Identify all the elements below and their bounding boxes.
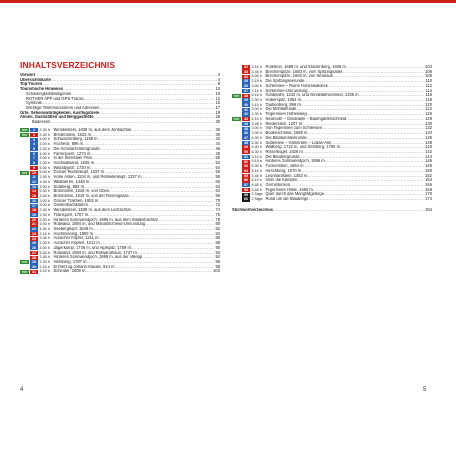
tour-duration: 3.30 h: [39, 217, 50, 222]
tour-name: Schwarzenberg, 1188 m: [53, 137, 98, 142]
tour-page: 142: [425, 149, 432, 154]
tour-duration: 5.30 h: [39, 250, 50, 255]
tour-entry[interactable]: [232, 197, 432, 202]
tour-page: 122: [425, 107, 432, 112]
tour-number-badge: 45: [244, 126, 248, 131]
tour-name: Breitenstein, 1622 m: [53, 132, 92, 137]
tour-page: 114: [425, 88, 432, 93]
toc-entry-page: 10: [215, 87, 220, 92]
toc-index-label: Stichwortverzeichnis: [232, 207, 273, 212]
tour-number-badge: 57: [244, 183, 248, 188]
tour-name: Farrenpoint, 1273 m: [53, 151, 91, 156]
toc-entry-page: 12: [215, 96, 220, 101]
toc-entry-page: 3: [217, 73, 220, 77]
tour-page: 150: [425, 168, 432, 173]
tour-duration: 3.00 h: [251, 131, 262, 136]
tour-name: Neureuth – Gindelalm – Baumgartenschneid: [265, 116, 347, 121]
top-tour-badge: [232, 197, 241, 201]
page-number-left: 4: [20, 387, 24, 393]
tour-number-badge: 56: [244, 178, 248, 183]
tour-number-badge: 1: [30, 128, 38, 132]
tour-name: Rotwand, 1884 m, und Maroldschneid-Umrundung: [53, 222, 146, 227]
tour-duration: 3.00 h: [39, 184, 50, 189]
tour-duration: 4.15 h: [251, 116, 262, 121]
tour-duration: 3.00 h: [39, 198, 50, 203]
tour-duration: 3.00 h: [39, 142, 50, 147]
toc-entry-label: Vorwort: [20, 73, 36, 77]
tour-duration: 2.30 h: [39, 189, 50, 194]
tour-page: 50: [215, 156, 220, 161]
tour-duration: 3.30 h: [251, 140, 262, 145]
tour-duration: 3.45 h: [251, 121, 262, 126]
toc-entry[interactable]: [20, 120, 220, 125]
tour-name: Quer durch das Mangfallgebirge: [265, 192, 324, 197]
tour-duration: 5.00 h: [39, 165, 50, 170]
tour-page: 98: [215, 264, 220, 269]
tour-name: Fockenstein, 1564 m: [265, 164, 304, 169]
tour-page: 112: [425, 83, 432, 88]
tour-page: 152: [425, 173, 432, 178]
tour-duration: 5.00 h: [39, 170, 50, 175]
tour-page: 94: [215, 255, 220, 260]
tour-name: Hirschberg, 1670 m: [265, 168, 302, 173]
tour-name: Tegernseer Höhenweg: [265, 112, 307, 117]
top-tour-badge: TOP: [21, 269, 28, 274]
toc-entry-label: Top-Touren: [20, 82, 43, 87]
tour-number-badge: 54: [244, 169, 248, 174]
tour-name: Großer Traithen, 1852 m: [53, 198, 99, 203]
tour-name: Schliersee – Ruine Hohenwaldeck: [265, 83, 328, 88]
tour-number-badge: 29: [32, 260, 36, 265]
tour-name: Die Blankensteinrunde: [265, 135, 307, 140]
tour-page: 168: [425, 187, 432, 192]
tour-number-badge: 43: [244, 117, 248, 122]
tour-duration: 3.30 h: [39, 132, 50, 137]
tour-name: Brecherspitze, 1683 m, von Neuhaus: [265, 74, 333, 79]
tour-duration: 3.15 h: [251, 159, 262, 164]
toc-tour-list-continued: [232, 65, 432, 202]
tour-page: 154: [425, 178, 432, 183]
top-tour-badge: TOP: [233, 117, 240, 122]
tour-page: 82: [215, 227, 220, 231]
tour-page: 146: [425, 159, 432, 164]
tour-name: Hinteres Sonnwendjoch, 1986 m: [265, 159, 325, 164]
tour-number-badge: 44: [244, 121, 248, 126]
tour-name: Hocheck, 896 m: [53, 142, 84, 147]
toc-entry-page: 28: [215, 115, 220, 120]
tour-page: 108: [425, 74, 432, 79]
toc-entry-label: Orte, Sehenswürdigkeiten, Ausflugsziele: [20, 110, 100, 115]
tour-page: 86: [215, 236, 220, 241]
tour-name: In die Sterntaler Filze: [53, 156, 93, 161]
tour-name: Suttensee – Hafneralm – Lukas-Alm: [265, 140, 332, 145]
tour-duration: 4.00 h: [251, 135, 262, 140]
top-tour-badge: TOP: [21, 170, 28, 175]
tour-page: 106: [425, 69, 432, 74]
tour-number-badge: 34: [244, 74, 248, 79]
tour-name: Gießenbachklamm: [53, 203, 88, 208]
leader-dots: [50, 120, 214, 125]
tour-name: Bodenschneid, 1669 m: [265, 131, 308, 136]
page-number-right: 5: [423, 387, 427, 393]
tour-name: Rund um die Blauberge: [265, 197, 309, 202]
tour-number-badge: 35: [244, 79, 248, 84]
tour-duration: 3.45 h: [251, 69, 262, 74]
toc-entry-label: Badeseen: [32, 120, 51, 125]
tour-number-badge: 7: [30, 156, 38, 160]
tour-page: 72: [215, 203, 220, 208]
toc-entry-label: Übersichtskarte: [20, 77, 51, 82]
tour-number-badge: 25: [32, 241, 36, 246]
tour-number-badge: 48: [244, 140, 248, 145]
tour-page: 92: [215, 250, 220, 255]
tour-duration: 3.00 h: [39, 156, 50, 161]
tour-page: 90: [215, 245, 220, 250]
tour-duration: 2 Tage: [251, 197, 263, 202]
tour-number-badge: 27: [32, 250, 36, 255]
tour-number-badge: 2: [30, 133, 38, 137]
tour-number-badge: 18: [32, 208, 36, 213]
tour-number-badge: 9: [30, 166, 38, 170]
toc-entry-page: 8: [217, 82, 220, 87]
tour-duration: 2.30 h: [39, 160, 50, 165]
tour-duration: 3.00 h: [251, 83, 262, 88]
tour-page: 138: [425, 140, 432, 145]
toc-tour-list: [20, 128, 220, 274]
toc-entry-page: 4: [217, 77, 220, 82]
tour-name: Risserkogel, 1826 m: [265, 149, 303, 154]
tour-duration: 2.30 h: [39, 241, 50, 246]
tour-name: Erzherzog-Johann-Klause, 814 m: [53, 264, 115, 269]
tour-page: 110: [425, 79, 432, 84]
top-tour-badge: TOP: [21, 260, 28, 265]
tour-name: Die Spitzingseerunde: [265, 79, 305, 84]
tour-duration: 6.30 h: [251, 149, 262, 154]
tour-duration: 3.00 h: [251, 126, 262, 131]
tour-number-badge: 6: [30, 152, 38, 156]
tour-number-badge: 12: [32, 180, 36, 185]
toc-entry-page: 30: [215, 120, 220, 125]
tour-page: 36: [215, 127, 220, 132]
tour-page: 129: [425, 116, 432, 121]
tour-name: Großer Riesenkopf, 1337 m: [53, 170, 105, 175]
tour-page: 102: [213, 269, 220, 274]
tour-name: Die Blaubergrunde: [265, 154, 300, 159]
tour-page: 130: [425, 121, 432, 126]
tour-number-badge: 31: [32, 269, 36, 274]
tour-duration: 3.00 h: [39, 203, 50, 208]
tour-name: Hochsalwand, 1625 m: [53, 160, 95, 165]
tour-name: Wendelstein, 1838 m, aus dem Leitzachtal: [53, 208, 131, 213]
tour-page: 132: [425, 126, 432, 131]
tour-duration: 5.15 h: [251, 168, 262, 173]
tour-name: Die Mühltalrunde: [265, 107, 297, 112]
tour-number-badge: 60: [244, 197, 248, 202]
tour-name: Gernstrecken: [265, 182, 291, 187]
tour-duration: 3.15 h: [251, 65, 262, 69]
tour-number-badge: 47: [244, 135, 248, 140]
tour-number-badge: 39: [244, 98, 248, 103]
tour-page: 170: [425, 192, 432, 197]
tour-duration: 2.15 h: [251, 79, 262, 84]
tour-page: 174: [425, 197, 432, 202]
tour-duration: 4.45 h: [39, 179, 50, 184]
top-tour-badge: TOP: [233, 93, 240, 98]
tour-duration: 4.00 h: [39, 151, 50, 156]
tour-number-badge: 37: [244, 88, 248, 93]
tour-name: Nußlberg, 882 m: [53, 184, 84, 189]
tour-number-badge: 40: [244, 102, 248, 107]
toc-title: INHALTSVERZEICHNIS: [20, 60, 116, 70]
tour-duration: 2.30 h: [251, 98, 262, 103]
tour-name: Trainsjoch, 1707 m: [53, 212, 89, 217]
top-tour-badge: TOP: [21, 128, 28, 133]
tour-number-badge: 59: [244, 192, 248, 197]
tour-page: 148: [425, 164, 432, 169]
tour-page: 40: [215, 132, 220, 137]
tour-page: 54: [215, 165, 220, 170]
tour-page: 70: [215, 198, 220, 203]
tour-number-badge: 42: [244, 112, 248, 117]
tour-name: Veitsberg, 1787 m: [53, 260, 87, 265]
tour-name: Rotwand, 1884 m, und Rotwandhaus, 1737 m: [53, 250, 137, 255]
tour-number-badge: 46: [244, 131, 248, 136]
tour-name: Hohe Asten, 1104 m, und Rehleitenkopf, 1337 m: [53, 175, 142, 180]
tour-duration: 3.00 h: [251, 107, 262, 112]
tour-number-badge: 21: [32, 222, 36, 227]
tour-number-badge: 41: [244, 107, 248, 112]
top-rule: [0, 0, 456, 3]
tour-entry[interactable]: [20, 269, 220, 274]
tour-duration: 4.30 h: [39, 227, 50, 231]
toc-entry-page: 17: [215, 106, 220, 111]
tour-duration: 3.15 h: [251, 102, 262, 107]
tour-page: 144: [425, 154, 432, 159]
tour-page: 126: [425, 112, 432, 117]
tour-name: Hochmiesing, 1883 m: [53, 231, 94, 236]
leader-dots: [273, 208, 424, 213]
leader-dots: [309, 197, 425, 202]
tour-name: Brünnstein, 1619 m, von Oben: [53, 189, 110, 194]
tour-name: Taubenberg, 896 m: [265, 102, 301, 107]
tour-number-badge: 22: [32, 227, 36, 232]
tour-number-badge: 58: [244, 187, 248, 192]
tour-number-badge: 36: [244, 84, 248, 89]
tour-duration: 4.45 h: [251, 182, 262, 187]
tour-duration: 3.00 h: [39, 193, 50, 198]
tour-number-badge: 23: [32, 231, 36, 236]
tour-number-badge: 32: [244, 65, 248, 70]
tour-name: Jägerkamp, 1746 m, und Aiplspitz, 1759 m: [53, 245, 131, 250]
tour-name: Über die Kampen: [265, 178, 298, 183]
tour-number-badge: 49: [244, 145, 248, 150]
tour-duration: 2.30 h: [39, 212, 50, 217]
tour-duration: 3 Tage: [251, 192, 263, 197]
tour-name: Wildbarren, 1448 m: [53, 179, 90, 184]
tour-name: Wildalpjoch, 1720 m: [53, 165, 91, 170]
tour-name: Die Schwarzenbergrunde: [53, 146, 100, 151]
tour-page: 76: [215, 212, 220, 217]
tour-number-badge: 19: [32, 213, 36, 218]
toc-entry-page: 15: [215, 101, 220, 106]
tour-duration: 3.45 h: [39, 236, 50, 241]
tour-number-badge: 20: [32, 217, 36, 222]
tour-duration: 3.45 h: [251, 187, 262, 192]
tour-duration: 2.30 h: [39, 146, 50, 151]
tour-duration: 2.15 h: [251, 88, 262, 93]
tour-number-badge: 55: [244, 173, 248, 178]
tour-number-badge: 30: [32, 264, 36, 269]
tour-duration: 5.15 h: [251, 93, 262, 98]
tour-duration: 4.00 h: [251, 145, 262, 150]
tour-name: Brecherspitze, 1683 m, vom Spitzingsattel: [265, 69, 342, 74]
tour-number-badge: 11: [30, 175, 38, 179]
tour-name: Riederstein, 1207 m: [265, 121, 303, 126]
tour-name: Schliersee-Umrundung: [265, 88, 308, 93]
tour-name: Hinteres Sonnwendjoch, 1986 m, aus der Valepp: [53, 255, 143, 260]
tour-number-badge: 4: [30, 142, 38, 146]
tour-page: 42: [215, 137, 220, 142]
tour-page: 140: [425, 145, 432, 150]
tour-number-badge: 5: [30, 147, 38, 151]
tour-name: Wallberg, 1722 m, und Setzberg, 1706 m: [265, 145, 340, 150]
tour-number-badge: 24: [32, 236, 36, 241]
tour-page: 136: [425, 135, 432, 140]
toc-entry-label: Symbole: [26, 101, 42, 106]
tour-duration: 5.00 h: [39, 222, 50, 227]
tour-name: Tegernseer Hütte, 1650 m: [265, 187, 313, 192]
toc-entry-label: Wichtige Telefonnummern und Adressen: [26, 106, 100, 111]
tour-page: 60: [215, 179, 220, 184]
toc-entry-page: 10: [215, 91, 220, 96]
tour-name: Brünnstein, 1619 m, von der Rosengasse: [53, 193, 129, 198]
tour-name: Wendelstein, 1838 m, aus dem Jenbachtal: [53, 127, 131, 132]
tour-number-badge: 14: [32, 189, 36, 194]
tour-page: 66: [215, 193, 220, 198]
tour-duration: 2.30 h: [39, 127, 50, 132]
tour-name: Auracher Köpfel, 1211 m: [53, 236, 99, 241]
tour-page: 134: [425, 131, 432, 136]
tour-number-badge: 38: [244, 93, 248, 98]
tour-duration: 3.45 h: [251, 173, 262, 178]
toc-entry-label: Almen, Gaststätten und Berggasthöfe: [20, 115, 94, 120]
tour-page: 44: [215, 142, 220, 147]
left-page: [20, 60, 220, 274]
tour-page: 78: [215, 217, 220, 222]
tour-name: Huberspitz, 1052 m: [265, 98, 301, 103]
tour-name: Gindelalm, 1242 m, und Gindelalmschneid, 1335 m: [265, 93, 359, 98]
tour-page: 166: [425, 182, 432, 187]
tour-duration: 3.00 h: [39, 245, 50, 250]
tour-page: 84: [215, 231, 220, 236]
tour-page: 46: [215, 146, 220, 151]
tour-page: 58: [215, 175, 220, 180]
toc-entry-page: 18: [215, 110, 220, 115]
tour-number-badge: 3: [30, 138, 38, 142]
top-tour-badge: TOP: [21, 132, 28, 137]
tour-number-badge: 52: [244, 159, 248, 164]
tour-number-badge: 13: [32, 184, 36, 189]
tour-duration: 3.30 h: [39, 175, 50, 180]
tour-page: 96: [215, 260, 220, 265]
tour-duration: 2.30 h: [39, 208, 50, 213]
tour-page: 104: [425, 65, 432, 69]
right-page: [232, 65, 432, 213]
tour-page: 116: [425, 93, 432, 98]
tour-name: Hinteres Sonnwendjoch, 1986 m, aus dem Stallenbachtal: [53, 217, 158, 222]
tour-number-badge: 28: [32, 255, 36, 260]
toc-entry-label: Schwierigkeitskategorien: [26, 91, 72, 96]
tour-page: 64: [215, 189, 220, 194]
tour-name: Von Tegernsee zum Schliersee: [265, 126, 322, 131]
tour-page: 62: [215, 184, 220, 189]
tour-number-badge: 8: [30, 161, 38, 165]
toc-index-entry[interactable]: [232, 208, 432, 213]
tour-duration: 4.00 h: [251, 74, 262, 79]
tour-duration: 3.15 h: [39, 231, 50, 236]
tour-name: Roßstein, 1698 m, und Stolzenberg, 1609 m: [265, 65, 346, 69]
toc-entry-label: ROTHER APP und GPS-Tracks: [26, 96, 84, 101]
tour-number-badge: 26: [32, 246, 36, 251]
tour-duration: 2.15 h: [39, 264, 50, 269]
tour-page: 118: [425, 98, 432, 103]
tour-page: 120: [425, 102, 432, 107]
tour-duration: 4.15 h: [251, 178, 262, 183]
tour-number-badge: 51: [244, 154, 248, 159]
tour-number-badge: 33: [244, 69, 248, 74]
tour-duration: 2.30 h: [39, 260, 50, 265]
tour-name: Leonhardstein, 1452 m: [265, 173, 308, 178]
leader-dots: [85, 269, 212, 274]
tour-number-badge: 17: [32, 203, 36, 208]
toc-general-entries: [20, 73, 220, 125]
tour-duration: 3.15 h: [251, 154, 262, 159]
tour-duration: 4.15 h: [39, 269, 50, 274]
tour-name: Seebergkopf, 1538 m: [53, 227, 93, 231]
tour-page: 80: [215, 222, 220, 227]
tour-page: 48: [215, 151, 220, 156]
tour-number-badge: 50: [244, 150, 248, 155]
tour-page: 74: [215, 208, 220, 213]
tour-duration: 4.00 h: [39, 137, 50, 142]
tour-page: 88: [215, 241, 220, 246]
toc-entry-label: Touristische Hinweise: [20, 87, 63, 92]
tour-page: 52: [215, 160, 220, 165]
tour-page: 56: [215, 170, 220, 175]
tour-duration: 3.45 h: [39, 255, 50, 260]
tour-number-badge: 15: [32, 194, 36, 199]
tour-name: Schinder, 1808 m: [53, 269, 86, 274]
tour-number-badge: 53: [244, 164, 248, 169]
tour-number-badge: 16: [32, 198, 36, 203]
tour-name: Auracher Köpferl, 1211 m: [53, 241, 100, 246]
toc-index-page: 184: [425, 207, 432, 212]
tour-duration: 5.30 h: [251, 164, 262, 169]
tour-duration: 2.30 h: [251, 112, 262, 117]
tour-number-badge: 10: [32, 170, 36, 175]
